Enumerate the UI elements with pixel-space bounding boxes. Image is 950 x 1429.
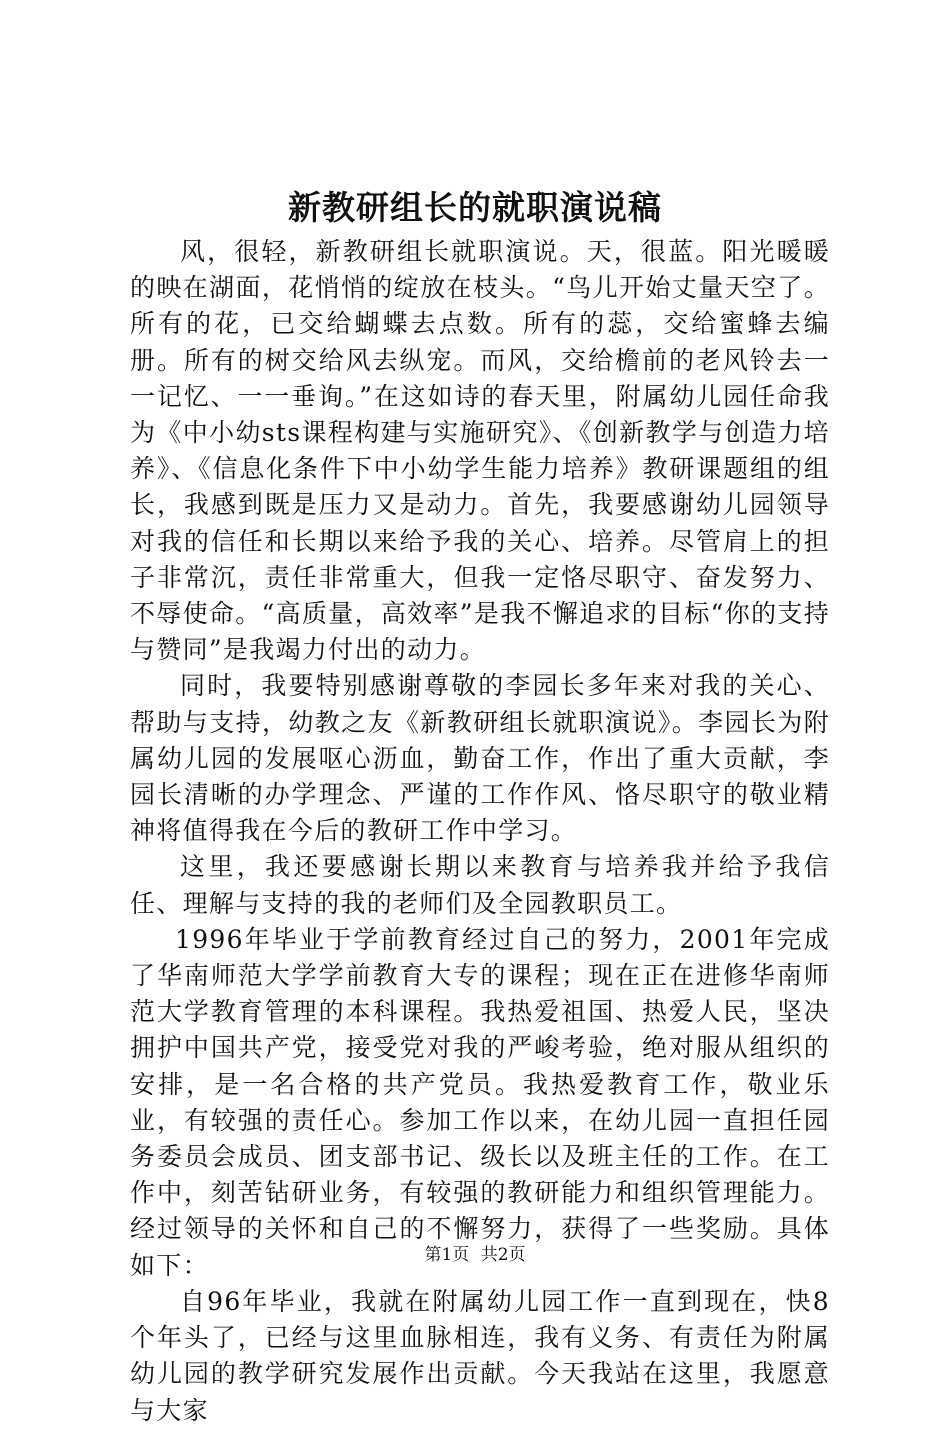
page-footer: [0, 1243, 950, 1267]
paragraph-2: 同时，我要特别感谢尊敬的李园长多年来对我的关心、帮助与支持，幼教之友《新教研组长就职演说》。李园长为附属幼儿园的发展呕心沥血，勤奋工作，作出了重大贡献，李园长清晰的办学理念、严谨的工作作风、恪尽职守的敬业精神将值得我在今后的教研工作中学习。: [130, 671, 830, 846]
paragraph-4: 1996年毕业于学前教育经过自己的努力，2001年完成了华南师范大学学前教育大专的课程；现在正在进修华南师范大学教育管理的本科课程。我热爱祖国、热爱人民，坚决拥护中国共产党，接受党对我的严峻考验，绝对服从组织的安排，是一名合格的共产党员。我热爱教育工作，敬业乐业，有较强的责任心。参加工作以来，在幼儿园一直担任园务委员会成员、团支部书记、级长以及班主任的工作。在工作中，刻苦钻研业务，有较强的教研能力和组织管理能力。经过领导的关怀和自己的不懈努力，获得了一些奖励。具体如下：: [130, 924, 830, 1280]
page-number: 第1页: [424, 1245, 470, 1265]
document-title: 新教研组长的就职演说稿: [288, 188, 662, 227]
paragraph-3: 这里，我还要感谢长期以来教育与培养我并给予我信任、理解与支持的我的老师们及全园教职员工。: [130, 852, 830, 918]
paragraph-1: 风，很轻，新教研组长就职演说。天，很蓝。阳光暖暖的映在湖面，花悄悄的绽放在枝头。“鸟儿开始丈量天空了。所有的花，已交给蝴蝶去点数。所有的蕊，交给蜜蜂去编册。所有的树交给风去纵宠。而风，交给檐前的老风铃去一一记忆、一一垂询。”在这如诗的春天里，附属幼儿园任命我为《中小幼sts课程构建与实施研究》、《创新教学与创造力培养》、《信息化条件下中小幼学生能力培养》教研课题组的组长，我感到既是压力又是动力。首先，我要感谢幼儿园领导对我的信任和长期以来给予我的关心、培养。尽管肩上的担子非常沉，责任非常重大，但我一定恪尽职守、奋发努力、不辱使命。“高质量，高效率”是我不懈追求的目标“你的支持与赞同”是我竭力付出的动力。: [130, 237, 830, 665]
paragraph-5: 自96年毕业，我就在附属幼儿园工作一直到现在，快8个年头了，已经与这里血脉相连，我有义务、有责任为附属幼儿园的教学研究发展作出贡献。今天我站在这里，我愿意与大家: [130, 1286, 830, 1425]
page-total: 共2页: [480, 1245, 526, 1265]
